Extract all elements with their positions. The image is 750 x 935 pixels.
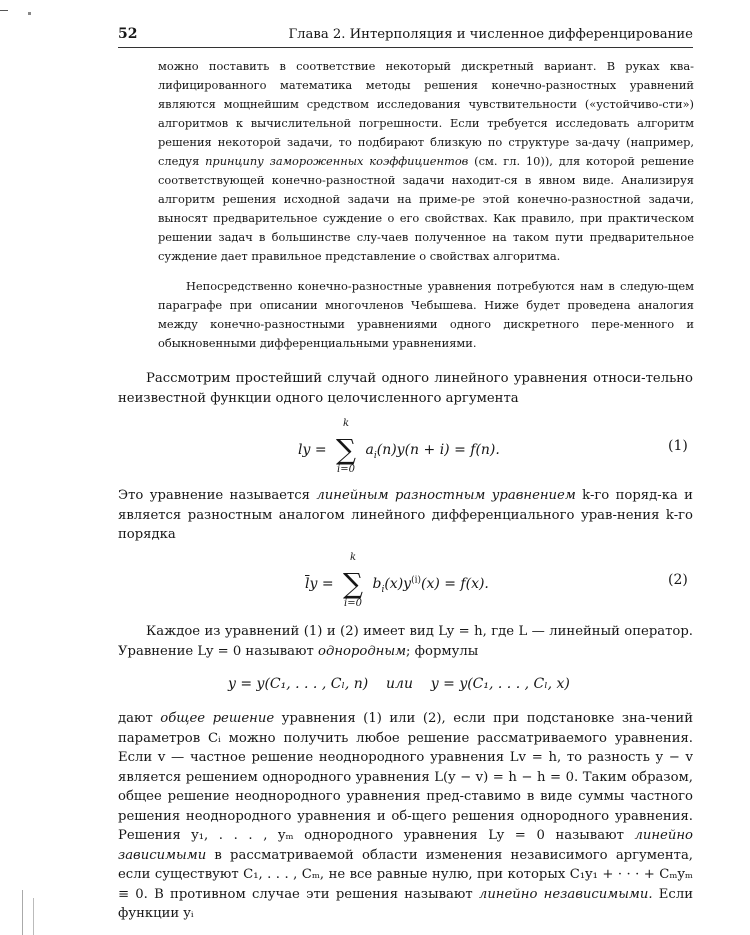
main-paragraph [118,486,693,545]
paragraph-text: дают [118,711,161,726]
paragraph-text: Рассмотрим простейший случай одного линейного уравнения относи-тельно неизвестной функции одного целочисленного аргумента [118,371,693,406]
equation-text: y = y(C₁, . . . , Cₗ, n) или y = y(C₁, . . . , Cₗ, x) [228,676,570,692]
equation-lhs: y = [309,576,339,592]
main-paragraph [118,369,693,408]
sum-sign: ∑ [336,433,357,466]
page-number: 52 [118,26,138,42]
equation-rhs: (x)y [384,576,412,592]
small-paragraph [158,57,694,266]
equation-superscript: (i) [411,575,421,586]
sum-lower-limit: i=0 [337,464,355,475]
sum-upper-limit: k [350,552,357,563]
scan-mark [28,12,31,15]
equation-rhs: a [365,442,374,458]
emphasis-text: линейно зависимыми [118,828,693,863]
equation-2 [305,552,489,609]
equation-number: (2) [668,572,688,588]
paragraph-text: можно поставить в соответствие некоторый дискретный вариант. В руках ква-лифицированного математика методы решения конечно-разностных уравнений являются мощнейшим средством исследования чувствительности («устойчиво-сти») алгоритмов к вычислительной погрешности. Если требуется исследовать алгоритм решения некоторой задачи, то подбирают близкую по структуре за-дачу (например, следуя [158,59,694,168]
equation-3 [228,676,570,692]
emphasis-text: линейно независимыми. [478,886,653,902]
paragraph-text: Если функции yᵢ [118,886,693,921]
main-paragraph [118,622,693,661]
equation-operator: $\overline{l}$ [305,576,310,592]
paragraph-text: Каждое из уравнений (1) и (2) имеет вид Ly = h, где L — линейный оператор. Уравнение Ly = 0 называют [118,624,693,659]
sum-lower-limit: i=0 [344,598,362,609]
emphasis-text: принципу замороженных коэффициентов [205,154,469,168]
equation-rhs: (n)y(n + i) = f(n). [376,442,500,458]
paragraph-text: (см. гл. 10)), для которой решение соответствующей конечно-разностной задачи находит-ся в явном виде. Анализируя алгоритм решения исходной задачи на приме-ре этой конечно-разностной задачи, выносят предварительное суждение о его свойствах. Как правило, при практическом решении задач в большинстве слу-чаев полученное на таком пути предварительное суждение дает правильное представление о свойствах алгоритма. [158,154,694,263]
page-header [118,25,693,48]
sum-operator [338,552,368,609]
sum-operator [331,418,361,475]
small-paragraph [158,277,694,353]
emphasis-text: линейным разностным уравнением [316,488,576,503]
equation-lhs: ly = [298,442,332,458]
equation-subscript: i [373,450,377,461]
running-head: Глава 2. Интерполяция и численное дифференцирование [288,27,693,42]
equation-number: (1) [668,438,688,454]
paragraph-text: уравнения (1) или (2), если при подстановке зна-чений параметров Cᵢ можно получить любое решение рассматриваемого уравнения. Если v — частное решение неоднородного уравнения Lv = h, то разность y − v является решением однородного уравнения L(y − v) = h − h = 0. Таким образом, общее решение неоднородного уравнения пред-ставимо в виде суммы частного решения неоднородного уравнения и об-щего решения однородного уравнения. Решения y₁, . . . , yₘ однородного уравнения Ly = 0 называют [118,711,694,843]
paragraph-text: k-го поряд-ка и является разностным аналогом линейного дифференциального урав-нения k-го порядка [118,488,693,542]
scan-mark [0,10,8,11]
sum-upper-limit: k [343,418,350,429]
equation-subscript: i [381,584,385,595]
equation-1 [298,418,500,475]
paragraph-text: ; формулы [406,643,479,659]
paragraph-text: Это уравнение называется [118,488,317,503]
equation-rhs: b [372,576,382,592]
main-paragraph [118,709,693,924]
emphasis-text: однородным [318,643,407,659]
paragraph-text: в рассматриваемой области изменения независимого аргумента, если существуют C₁, . . . , Cₘ, не все равные нулю, при которых C₁y₁ + · · · + Cₘyₘ ≡ 0. В противном случае эти решения называют [118,847,693,902]
scan-edge [22,890,43,935]
paragraph-text: Непосредственно конечно-разностные уравнения потребуются нам в следую-щем параграфе при описании многочленов Чебышева. Ниже будет проведена аналогия между конечно-разностными уравнениями одного дискретного пере-менного и обыкновенными дифференциальными уравнениями. [158,279,694,350]
sum-sign: ∑ [343,567,364,600]
equation-rhs: (x) = f(x). [420,576,489,592]
emphasis-text: общее решение [160,711,275,726]
